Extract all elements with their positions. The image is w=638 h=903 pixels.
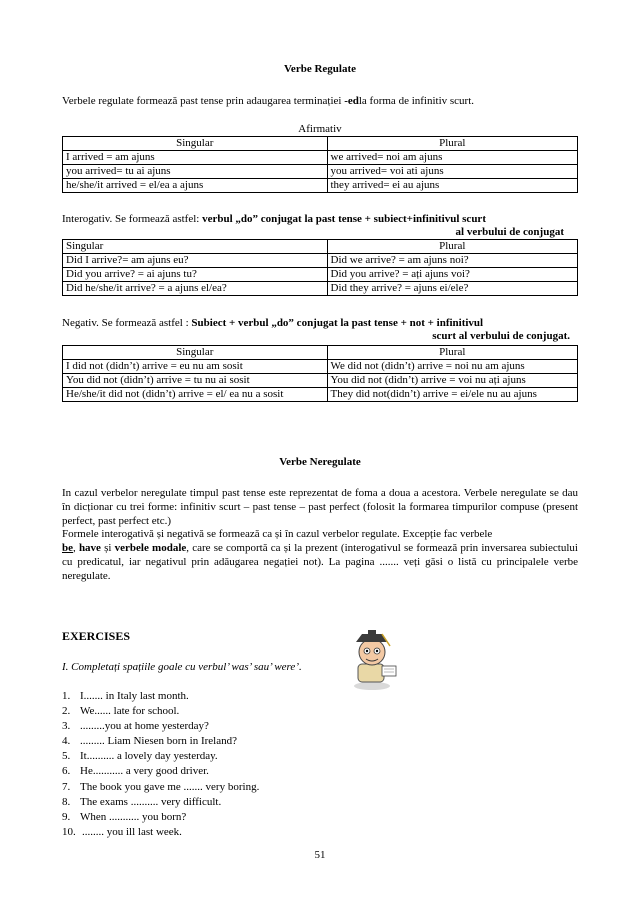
item-number: 4. xyxy=(62,735,71,748)
table-row xyxy=(63,268,578,282)
table-row xyxy=(63,282,578,296)
exercise-instruction: I. Completați spațiile goale cu verbul’ was’ sau’ were’. xyxy=(62,661,302,673)
table-cell: We did not (didn’t) arrive = noi nu am ajuns xyxy=(327,360,578,374)
table-cell: they arrived= ei au ajuns xyxy=(327,179,578,193)
table-cell: Did I arrive?= am ajuns eu? xyxy=(63,254,328,268)
table-header-row xyxy=(63,240,578,254)
interrogative-label: Interogativ. Se formează astfel: xyxy=(62,213,203,225)
exercise-list xyxy=(62,690,578,841)
table-cell: They did not(didn’t) arrive = ei/ele nu au ajuns xyxy=(327,388,578,402)
item-number: 6. xyxy=(62,765,71,778)
item-text: ......... Liam Niesen born in Ireland? xyxy=(80,735,238,748)
page-number: 51 xyxy=(314,849,326,861)
table-cell: you arrived= voi ati ajuns xyxy=(327,165,578,179)
table-cell: you arrived= tu ai ajuns xyxy=(63,165,328,179)
list-item xyxy=(62,720,578,735)
exercises-heading: EXERCISES xyxy=(62,629,131,643)
table-header-cell: Plural xyxy=(327,137,578,151)
table-row xyxy=(63,165,578,179)
item-number: 5. xyxy=(62,750,71,763)
table-cell: we arrived= noi am ajuns xyxy=(327,151,578,165)
list-item xyxy=(62,735,578,750)
item-number: 3. xyxy=(62,720,71,733)
be-keyword: be xyxy=(62,542,73,555)
negative-rule-continued: scurt al verbului de conjugat. xyxy=(432,330,570,342)
table-header-cell: Plural xyxy=(327,346,578,360)
negative-table xyxy=(62,345,578,402)
item-text: When ........... you born? xyxy=(80,810,187,823)
student-cartoon-icon xyxy=(342,628,402,692)
affirmative-heading: Afirmativ xyxy=(298,123,342,135)
exercise-list-wrap xyxy=(62,690,578,841)
irregular-body xyxy=(62,487,578,584)
table-cell: Did we arrive? = am ajuns noi? xyxy=(327,254,578,268)
table-row xyxy=(63,388,578,402)
table-cell: Did you arrive? = ai ajuns tu? xyxy=(63,268,328,282)
list-item xyxy=(62,690,578,705)
table-row xyxy=(63,179,578,193)
item-text: I....... in Italy last month. xyxy=(80,690,189,702)
interrogative-rule: verbul „do” conjugat la past tense + subiect+infinitivul scurt xyxy=(202,213,486,225)
table-cell: He/she/it did not (didn’t) arrive = el/ ea nu a sosit xyxy=(63,388,328,402)
negative-table-wrap xyxy=(62,345,578,402)
item-number: 7. xyxy=(62,780,71,793)
table-header-cell: Singular xyxy=(63,137,328,151)
table-header-cell: Plural xyxy=(327,240,578,254)
list-item xyxy=(62,826,578,841)
irregular-verbs-title: Verbe Neregulate xyxy=(279,456,361,468)
item-number: 2. xyxy=(62,705,71,718)
interrogative-rule-continued: al verbului de conjugat xyxy=(455,226,564,238)
table-row xyxy=(63,374,578,388)
table-cell: he/she/it arrived = el/ea a ajuns xyxy=(63,179,328,193)
table-header-row xyxy=(63,137,578,151)
item-text: ........ you ill last week. xyxy=(82,825,182,838)
regular-verbs-title: Verbe Regulate xyxy=(284,63,356,75)
modal-verbs-keyword: verbele modale xyxy=(114,542,187,555)
list-item xyxy=(62,811,578,826)
list-item xyxy=(62,796,578,811)
table-row xyxy=(63,151,578,165)
table-header-cell: Singular xyxy=(63,240,328,254)
regular-intro-part-c: la forma de infinitiv scurt. xyxy=(358,95,475,107)
conjunction-text: și xyxy=(100,542,115,555)
regular-intro-ending: -ed xyxy=(344,95,359,107)
irregular-paragraph-rest: , care se comportă ca și la prezent (interogativul se formează prin inversarea subiectului cu predicatul, iar negativul prin adăugarea negației not). La pagina ....... veți găsi o listă cu principalele verbe neregulate. xyxy=(62,542,578,582)
item-text: We...... late for school. xyxy=(80,705,180,718)
interrogative-table xyxy=(62,239,578,296)
table-header-row xyxy=(63,346,578,360)
table-cell: I arrived = am ajuns xyxy=(63,151,328,165)
item-text: He........... a very good driver. xyxy=(80,765,209,778)
item-number: 10. xyxy=(62,825,76,838)
table-row xyxy=(63,254,578,268)
interrogative-table-wrap xyxy=(62,239,578,296)
list-item xyxy=(62,765,578,780)
item-number: 8. xyxy=(62,795,71,808)
affirmative-table xyxy=(62,136,578,193)
item-number: 9. xyxy=(62,810,71,823)
list-item xyxy=(62,705,578,720)
have-keyword: have xyxy=(78,542,101,555)
list-item xyxy=(62,781,578,796)
item-text: The exams .......... very difficult. xyxy=(80,795,222,808)
table-cell: Did he/she/it arrive? = a ajuns el/ea? xyxy=(63,282,328,296)
negative-rule: Subiect + verbul „do” conjugat la past tense + not + infinitivul xyxy=(191,317,484,329)
table-cell: Did they arrive? = ajuns ei/ele? xyxy=(327,282,578,296)
irregular-paragraph: Formele interogativă și negativă se formează ca și în cazul verbelor regulate. Excepție fac verbele xyxy=(62,528,493,541)
irregular-paragraph: be, have și verbele modale, care se comportă ca și la prezent (interogativul se formează prin inversarea subiectului cu predicatul, iar negativul prin adăugarea negației not). La pagina ....... veți găsi o listă cu principalele verbe neregulate. xyxy=(62,542,578,582)
table-cell: You did not (didn’t) arrive = voi nu ați ajuns xyxy=(327,374,578,388)
interrogative-intro xyxy=(62,213,578,226)
item-number: 1. xyxy=(62,690,71,702)
item-text: It.......... a lovely day yesterday. xyxy=(80,750,218,763)
regular-intro xyxy=(62,95,578,108)
table-cell: I did not (didn’t) arrive = eu nu am sosit xyxy=(63,360,328,374)
table-cell: You did not (didn’t) arrive = tu nu ai sosit xyxy=(63,374,328,388)
irregular-paragraph: In cazul verbelor neregulate timpul past tense este reprezentat de foma a doua a acestora. Verbele neregulate se dau în dicționar cu trei forme: infinitiv scurt – past tense – past perfect (folosit la formarea timpurilor compuse (present perfect, past perfect etc.) xyxy=(62,487,578,527)
affirmative-table-wrap xyxy=(62,136,578,193)
negative-label: Negativ. Se formează astfel : xyxy=(62,317,192,329)
item-text: The book you gave me ....... very boring. xyxy=(80,780,260,793)
table-cell: Did you arrive? = ați ajuns voi? xyxy=(327,268,578,282)
table-row xyxy=(63,360,578,374)
regular-intro-part-a: Verbele regulate formează past tense prin adaugarea terminației xyxy=(62,95,345,107)
negative-intro xyxy=(62,317,578,330)
list-item xyxy=(62,750,578,765)
table-header-cell: Singular xyxy=(63,346,328,360)
item-text: .........you at home yesterday? xyxy=(80,720,209,733)
